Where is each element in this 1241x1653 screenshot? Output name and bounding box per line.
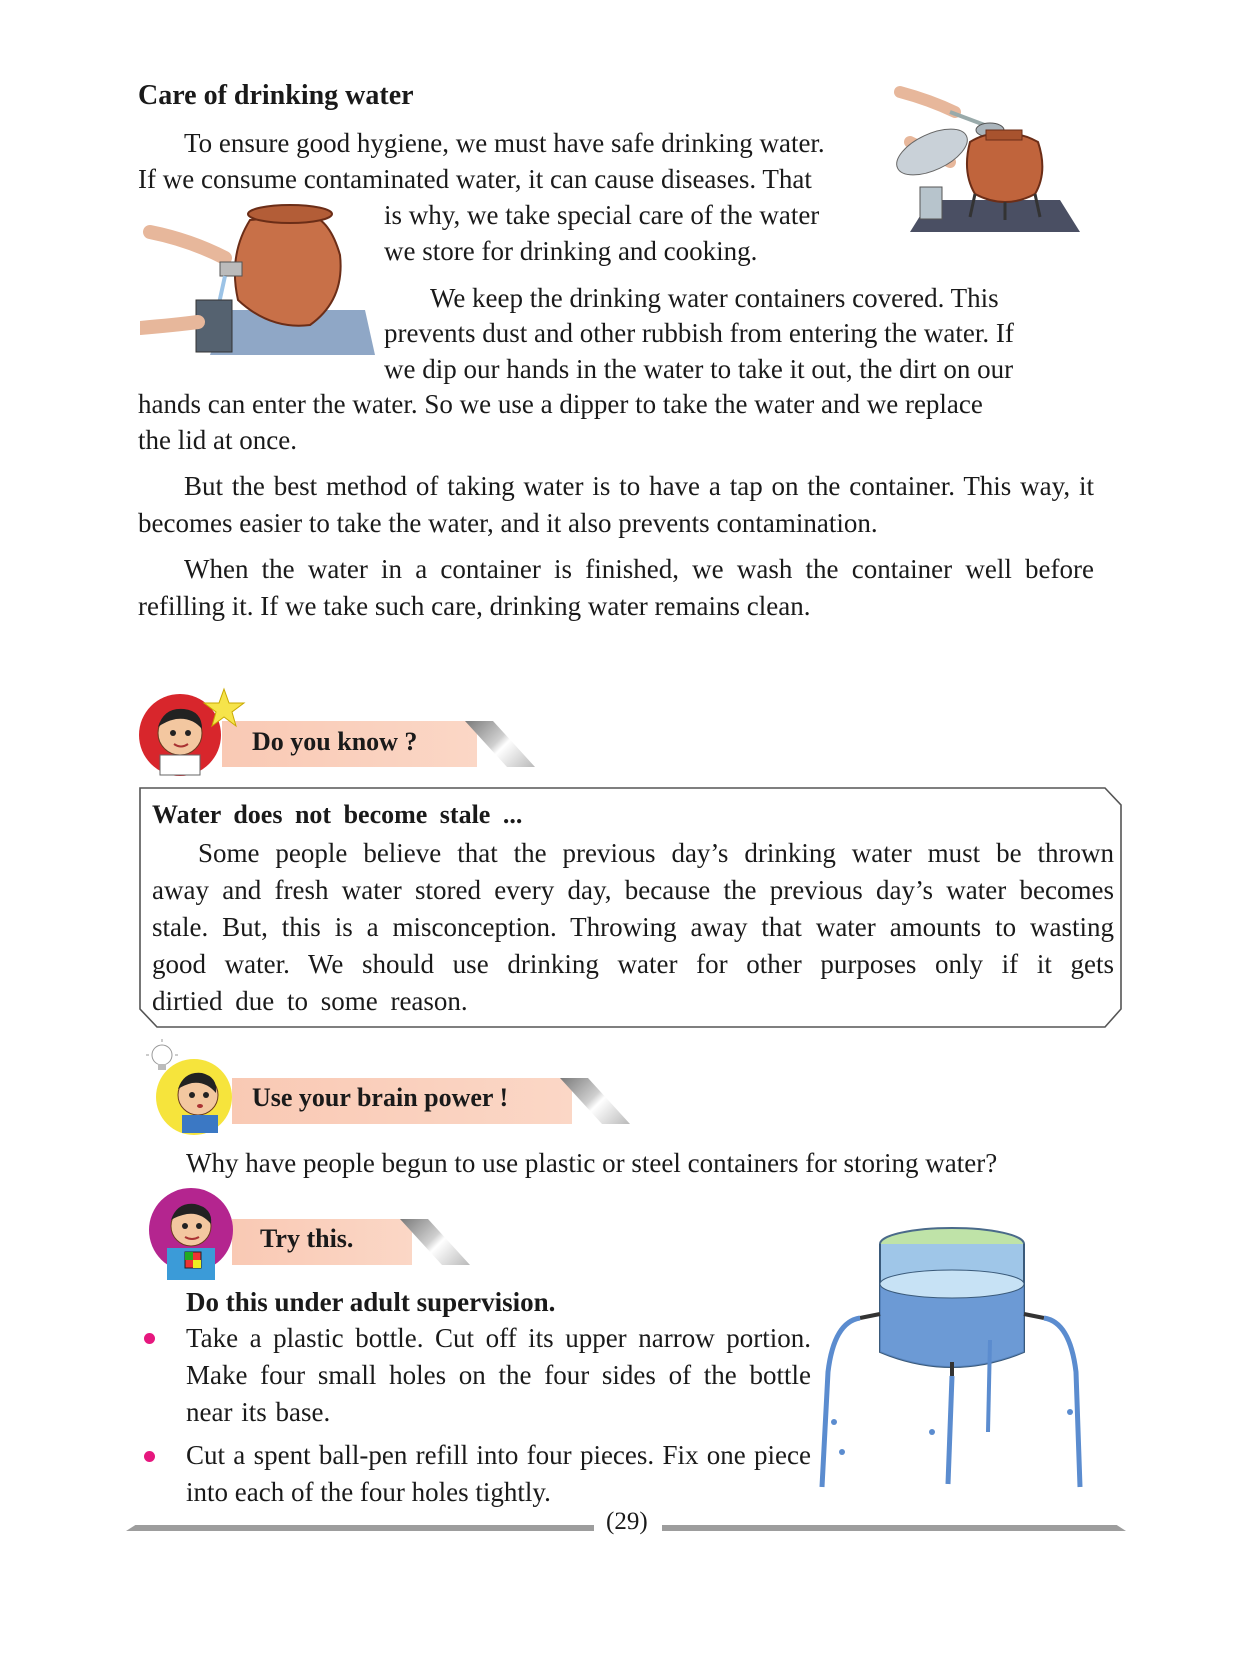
info-box-title: Water does not become stale ... <box>152 800 523 829</box>
supervision-note: Do this under adult supervision. <box>186 1287 556 1317</box>
boy-with-cube-icon <box>145 1186 241 1282</box>
brain-power-label: Use your brain power ! <box>252 1083 509 1112</box>
page-number: (29) <box>606 1508 648 1535</box>
bullet-item: Cut a spent ball-pen refill into four pieces. Fix one piece into each of the four holes tightly. <box>186 1440 811 1507</box>
do-you-know-label: Do you know ? <box>252 727 418 756</box>
footer-rule-right <box>662 1525 1126 1531</box>
paragraph-text: When the water in a container is finished, we wash the container well before refilling it. If we take such care, drinking water remains clean. <box>138 554 1094 621</box>
paragraph-text: prevents dust and other rubbish from entering the water. If <box>384 318 1014 348</box>
info-box-text: Some people believe that the previous day’s drinking water must be thrown away and fresh water stored every day, because the previous day’s water becomes stale. But, this is a misconception. Throwing away that water amounts to wasting good water. We should use drinking water for other purposes only if it gets dirtied due to some reason. <box>152 838 1114 1016</box>
bullet-item: Take a plastic bottle. Cut off its upper narrow portion. Make four small holes on the four sides of the bottle near its base. <box>186 1323 811 1427</box>
paragraph-text: we dip our hands in the water to take it out, the dirt on our <box>384 354 1014 384</box>
paragraph-text: is why, we take special care of the water <box>384 200 820 230</box>
boy-thinking-icon <box>136 687 246 777</box>
boy-lightbulb-icon <box>140 1037 240 1137</box>
paragraph-text: hands can enter the water. So we use a dipper to take the water and we replace <box>138 389 983 419</box>
paragraph-text: If we consume contaminated water, it can cause diseases. That <box>138 164 812 194</box>
paragraph-text: But the best method of taking water is to have a tap on the container. This way, it becomes easier to take the water, and it also prevents contamination. <box>138 471 1094 538</box>
footer-rule-left <box>126 1525 594 1531</box>
bottle-experiment-illustration <box>812 1222 1092 1500</box>
pot-with-dipper-illustration <box>890 82 1090 240</box>
paragraph-text: To ensure good hygiene, we must have safe drinking water. <box>184 128 825 158</box>
bullet-dot <box>144 1451 155 1462</box>
paragraph-text: we store for drinking and cooking. <box>384 236 758 266</box>
paragraph-text: We keep the drinking water containers covered. This <box>430 283 999 313</box>
section-title: Care of drinking water <box>138 80 414 111</box>
bullet-dot <box>144 1333 155 1344</box>
paragraph-text: the lid at once. <box>138 425 297 455</box>
pot-with-tap-illustration <box>140 200 380 358</box>
brain-power-question: Why have people begun to use plastic or steel containers for storing water? <box>186 1148 998 1178</box>
try-this-label: Try this. <box>260 1224 354 1253</box>
